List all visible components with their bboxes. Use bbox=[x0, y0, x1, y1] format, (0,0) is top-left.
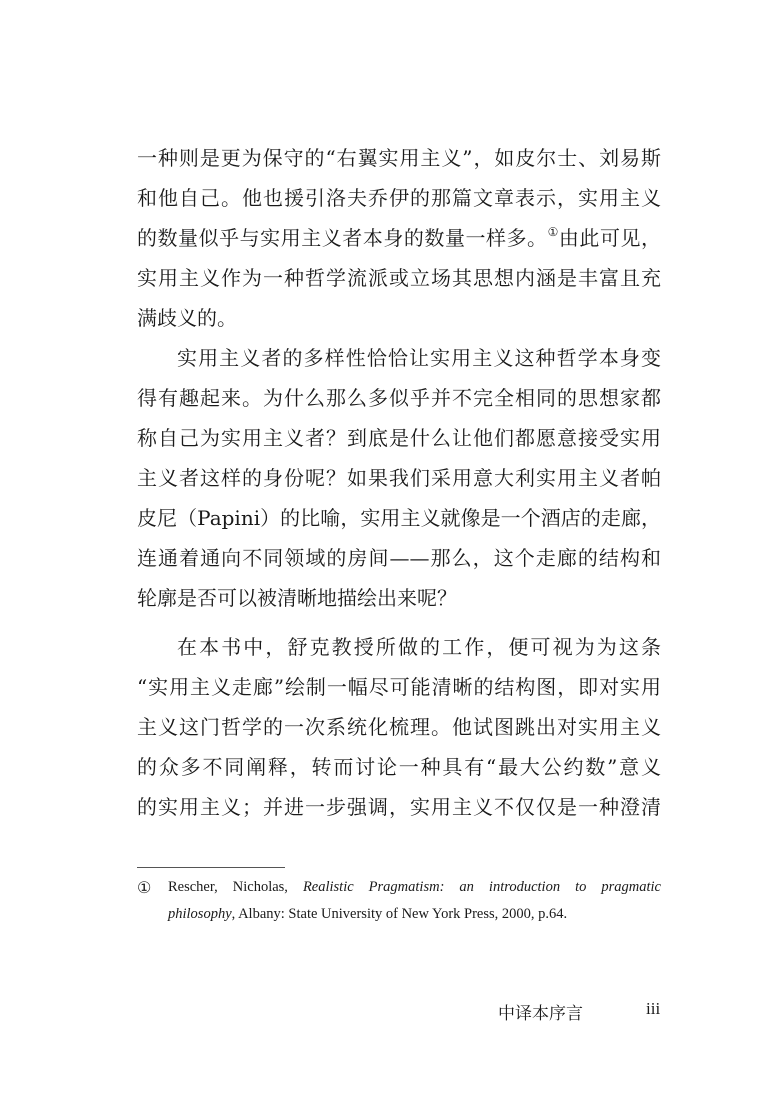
footnote-divider bbox=[137, 867, 285, 868]
text-line: 主义者这样的身份呢？如果我们采用意大利实用主义者帕 bbox=[137, 466, 661, 490]
footnote-title: philosophy bbox=[168, 906, 232, 922]
text-line: 皮尼（Papini）的比喻，实用主义就像是一个酒店的走廊， bbox=[137, 506, 661, 530]
text-line: “实用主义走廊”绘制一幅尽可能清晰的结构图，即对实用 bbox=[137, 675, 661, 699]
footnote-marker: ① bbox=[137, 880, 152, 897]
text-line: 和他自己。他也援引洛夫乔伊的那篇文章表示，实用主义 bbox=[137, 186, 661, 210]
footnote-author: Rescher, Nicholas, bbox=[168, 879, 303, 895]
footnote-line bbox=[168, 901, 567, 928]
footnote-reference[interactable]: ① bbox=[547, 225, 559, 239]
text-line: 得有趣起来。为什么那么多似乎并不完全相同的思想家都 bbox=[137, 386, 661, 410]
text-line: 实用主义者的多样性恰恰让实用主义这种哲学本身变 bbox=[177, 346, 661, 370]
text-line: 一种则是更为保守的“右翼实用主义”，如皮尔士、刘易斯 bbox=[137, 146, 661, 170]
text-line: 在本书中，舒克教授所做的工作，便可视为为这条 bbox=[177, 635, 661, 659]
text-line: 的实用主义；并进一步强调，实用主义不仅仅是一种澄清 bbox=[137, 795, 661, 819]
text-line: 主义这门哲学的一次系统化梳理。他试图跳出对实用主义 bbox=[137, 715, 661, 739]
text-line: 称自己为实用主义者？到底是什么让他们都愿意接受实用 bbox=[137, 426, 661, 450]
running-footer-title: 中译本序言 bbox=[498, 1004, 583, 1024]
text-line: 轮廓是否可以被清晰地描绘出来呢？ bbox=[137, 586, 457, 610]
text-line: 连通着通向不同领域的房间——那么，这个走廊的结构和 bbox=[137, 546, 661, 570]
footnote-publisher: , Albany: State University of New York Press, 2000, p.64. bbox=[231, 906, 568, 922]
text-line: 实用主义作为一种哲学流派或立场其思想内涵是丰富且充 bbox=[137, 266, 661, 290]
footnote-line bbox=[168, 874, 661, 901]
text-line bbox=[137, 218, 661, 258]
text-segment: 的数量似乎与实用主义者本身的数量一样多。 bbox=[137, 226, 548, 250]
text-segment: 由此可见， bbox=[558, 226, 661, 250]
page-number: iii bbox=[646, 999, 661, 1018]
text-line: 满歧义的。 bbox=[137, 306, 237, 330]
footnote-title: Realistic Pragmatism: an introduction to pragmatic bbox=[302, 879, 661, 895]
text-line: 的众多不同阐释，转而讨论一种具有“最大公约数”意义 bbox=[137, 755, 661, 779]
